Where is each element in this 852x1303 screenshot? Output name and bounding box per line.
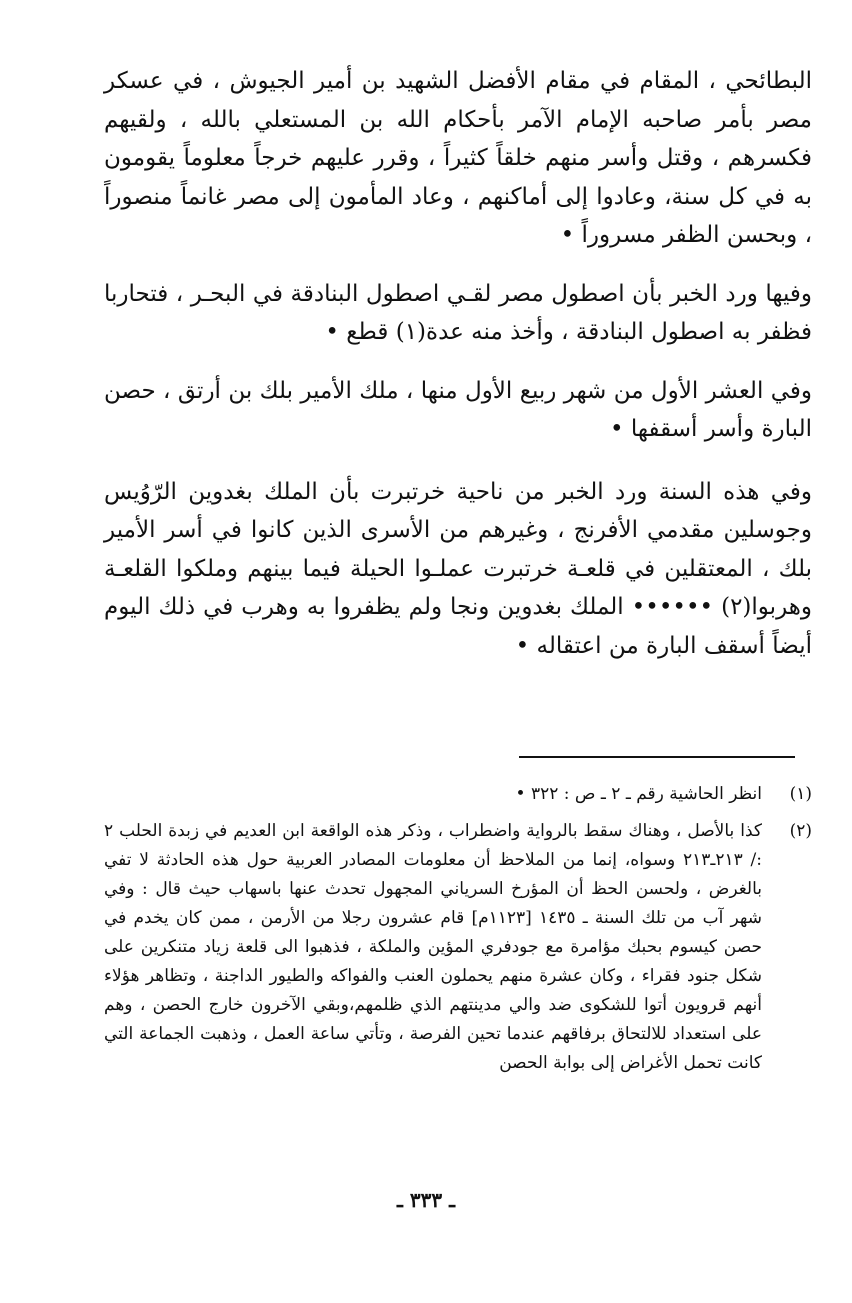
footnote-1 <box>104 780 812 809</box>
main-text-block <box>104 62 812 665</box>
footnote-divider <box>519 756 795 758</box>
paragraph-1: البطائحي ، المقام في مقام الأفضل الشهيد بن أمير الجيوش ، في عسكر مصر بأمر صاحبه الإمام الآمر بأحكام الله بن المستعلي بالله ، ولقيهم فكسرهم ، وقتل وأسر منهم خلقاً كثيراً ، وقرر عليهم خرجاً معلوماً يقومون به في كل سنة، وعادوا إلى أماكنهم ، وعاد المأمون إلى مصر غانماً منصوراً ، وبحسن الظفر مسروراً • <box>104 68 812 248</box>
footnote-2-number: (٢) <box>789 821 812 841</box>
footnote-1-number: (١) <box>789 784 812 804</box>
footnote-1-text: انظر الحاشية رقم ـ ٢ ـ ص : ٣٢٢ • <box>515 784 762 804</box>
paragraph-3: وفي العشر الأول من شهر ربيع الأول منها ، ملك الأمير بلك بن أرتق ، حصن البارة وأسر أسقفها • <box>104 377 812 442</box>
footnote-2-text: كذا بالأصل ، وهناك سقط بالرواية واضطراب ، وذكر هذه الواقعة ابن العديم في زبدة الحلب ٢ :/ ٢١٣ـ٢١٣ وسواه، إنما من الملاحظ أن معلومات المصادر العربية حول هذه الحادثة لا تفي بالغرض ، ولحسن الحظ أن المؤرخ السرياني المجهول تحدث عنها باسهاب حيث قال : وفي شهر آب من تلك السنة ـ ١٤٣٥ [١١٢٣م] قام عشرون رجلا من الأرمن ، ممن كان يخدم في حصن كيسوم بحبك مؤامرة مع جودفري المؤين والملكة ، فذهبوا الى قلعة زياد متنكرين على شكل جنود فقراء ، وكان عشرة منهم يحملون العنب والفواكه والطيور الداجنة ، وتظاهر هؤلاء أنهم قرويون أتوا للشكوى ضد والي مدينتهم الذي ظلمهم،وبقي الآخرون خارج الحصن ، وهم على استعداد للالتحاق برفاقهم عندما تحين الفرصة ، وتأتي ساعة العمل ، وذهبت الجماعة التي كانت تحمل الأغراض إلى بوابة الحصن <box>104 821 763 1073</box>
paragraph-4: وفي هذه السنة ورد الخبر من ناحية خرتبرت بأن الملك بغدوين الرّوُيس وجوسلين مقدمي الأفرنج ، وغيرهم من الأسرى الذين كانوا في أسر الأمير بلك ، المعتقلين في قلعـة خرتبرت عملـوا الحيلة فيما بينهم وملكوا القلعـة وهربوا(٢) •••••• الملك بغدوين ونجا ولم يظفروا به وهرب في ذلك اليوم أيضاً أسقف البارة من اعتقاله • <box>104 478 812 659</box>
footnote-2 <box>104 817 812 1078</box>
paragraph-2: وفيها ورد الخبر بأن اصطول مصر لقـي اصطول البنادقة في البحـر ، فتحاربا فظفر به اصطول البنادقة ، وأخذ منه عدة(١) قطع • <box>104 280 812 345</box>
page-number: ـ ٣٣٣ ـ <box>397 1188 455 1212</box>
footnotes-block <box>104 780 812 1078</box>
